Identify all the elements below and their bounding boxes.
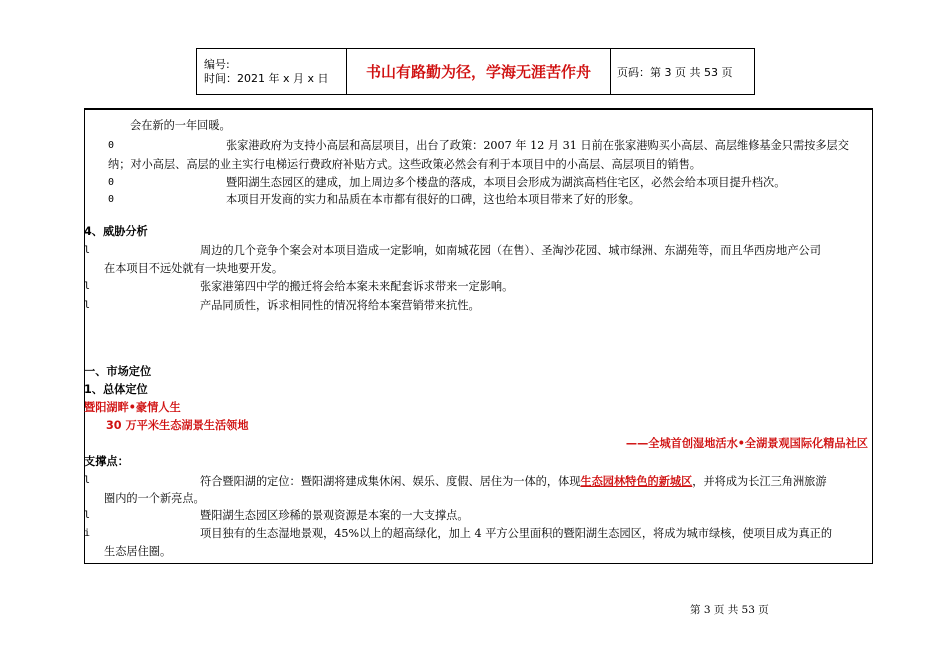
bullet-marker: l <box>84 300 91 311</box>
time-label: 时间：2021 年 x 月 x 日 <box>204 71 329 85</box>
bullet-marker: l <box>84 475 91 486</box>
slogan-line: 暨阳湖畔•豪情人生 <box>84 401 181 414</box>
text-line: 纳；对小高层、高层的业主实行电梯运行费政府补贴方式。这些政策必然会有利于本项目中的小高层、高层项目的销售。 <box>108 158 701 171</box>
text-line: 圈内的一个新亮点。 <box>104 492 205 505</box>
header-motto: 书山有路勤为径，学海无涯苦作舟 <box>347 49 611 95</box>
text-line: 生态居住圈。 <box>104 545 172 558</box>
slogan-line: 30 万平米生态湖景生活领地 <box>106 419 249 432</box>
section-heading: 4、威胁分析 <box>84 225 148 238</box>
document-header <box>196 48 755 95</box>
text-line: 产品同质性，诉求相同性的情况将给本案营销带来抗性。 <box>200 299 480 312</box>
text-line: 本项目开发商的实力和品质在本市都有很好的口碑，这也给本项目带来了好的形象。 <box>226 193 640 206</box>
text-line: 周边的几个竞争个案会对本项目造成一定影响，如南城花园（在售）、圣淘沙花园、城市绿洲、东湖苑等，而且华西房地产公司 <box>200 244 821 257</box>
highlight-text: 生态园林特色的新城区 <box>580 474 693 488</box>
text-line: 张家港政府为支持小高层和高层项目，出台了政策：2007 年 12 月 31 日前在张家港购买小高层、高层维修基金只需按多层交 <box>226 139 849 152</box>
section-heading: 支撑点： <box>84 455 129 468</box>
bullet-marker: 0 <box>108 177 115 188</box>
text-segment: 符合暨阳湖的定位：暨阳湖将建成集休闲、娱乐、度假、居住为一体的，体现 <box>200 475 581 488</box>
bullet-marker: 0 <box>108 140 115 151</box>
text-line: 会在新的一年回暖。 <box>130 119 231 132</box>
text-line: 暨阳湖生态园区珍稀的景观资源是本案的一大支撑点。 <box>200 509 469 522</box>
text-line: 张家港第四中学的搬迁将会给本案未来配套诉求带来一定影响。 <box>200 280 514 293</box>
text-line: 项目独有的生态湿地景观，45%以上的超高绿化，加上 4 平方公里面积的暨阳湖生态园区，将成为城市绿核，使项目成为真正的 <box>200 527 833 540</box>
bullet-marker: l <box>84 281 91 292</box>
number-label: 编号: <box>204 57 230 71</box>
text-line <box>200 473 827 490</box>
bullet-marker: i <box>84 528 91 539</box>
header-page-label: 页码：第 3 页 共 53 页 <box>611 49 755 95</box>
text-line: 暨阳湖生态园区的建成，加上周边多个楼盘的落成，本项目会形成为湖滨高档住宅区，必然会给本项目提升档次。 <box>226 176 786 189</box>
page-footer: 第 3 页 共 53 页 <box>690 604 769 616</box>
section-heading: 1、总体定位 <box>84 383 148 396</box>
text-segment: ，并将成为长江三角洲旅游 <box>692 475 827 488</box>
text-line: 在本项目不远处就有一块地要开发。 <box>104 262 284 275</box>
header-meta <box>197 49 347 95</box>
section-heading: 一、市场定位 <box>84 365 152 378</box>
bullet-marker: 0 <box>108 194 115 205</box>
bullet-marker: l <box>84 510 91 521</box>
bullet-marker: l <box>84 245 91 256</box>
slogan-tagline: ——全城首创湿地活水•全湖景观国际化精品社区 <box>625 437 868 450</box>
